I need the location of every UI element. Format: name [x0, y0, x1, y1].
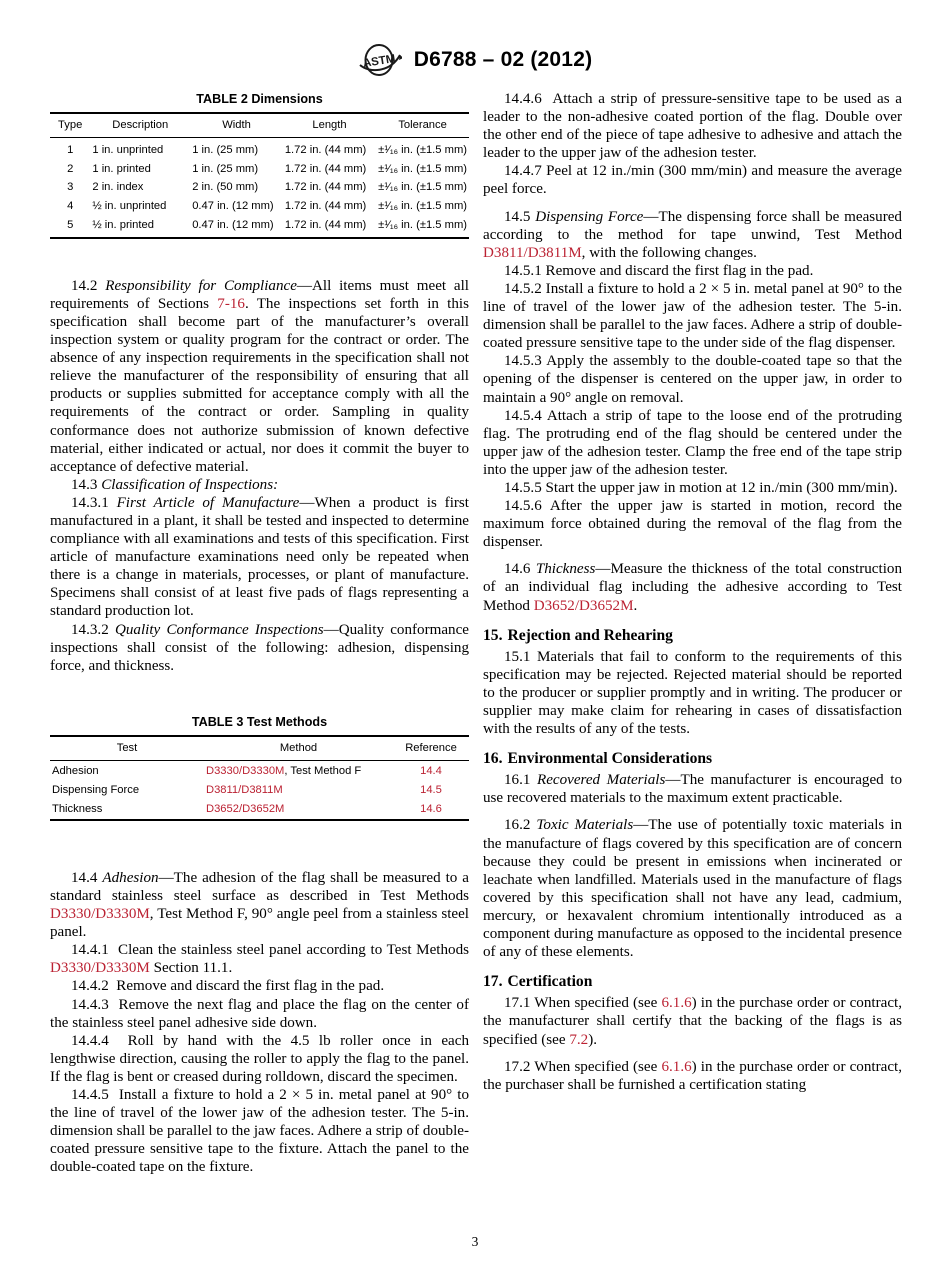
reference-link[interactable]: 14.6 [420, 803, 442, 816]
heading-16 [483, 750, 902, 768]
cell-length: 1.72 in. (44 mm) [284, 162, 367, 175]
cell-type: 3 [67, 181, 74, 194]
section-number: 14.4.4 [71, 1032, 109, 1049]
cell-reference [393, 780, 469, 799]
section-number: 14.5 [504, 208, 531, 225]
column-header-reference: Reference [393, 736, 469, 761]
column-header-type: Type [50, 113, 90, 138]
text-run: ) in the purchase order or contract, the manufacturer shall certify that the backing of the flags is as specified (see [483, 995, 902, 1048]
page-header [0, 44, 950, 76]
table-2-title: TABLE 2 Dimensions [196, 92, 323, 106]
reference-link[interactable]: 14.4 [420, 764, 442, 777]
cell-length: 1.72 in. (44 mm) [284, 200, 367, 213]
page-title: D6788 – 02 (2012) [413, 48, 593, 71]
cross-reference-link[interactable]: 7.2 [569, 1031, 589, 1048]
standard-link[interactable]: D3652/D3652M [533, 597, 634, 614]
section-number: 14.5.1 [504, 262, 542, 279]
table-row [50, 780, 469, 799]
text-run: . [633, 597, 638, 614]
text-run: —The adhesion of the flag shall be measured to a standard stainless steel surface as described in Test Methods [50, 869, 469, 904]
text-run: Materials that fail to conform to the requirements of this specification may be rejected. Rejected material should be reported to the producer or supplier promptly and in writing. The producer or supplier may make claim for rehearing in cases of dissatisfaction with the results of any of the tests. [483, 648, 902, 738]
paragraph-14-5-5 [483, 479, 902, 497]
table-row [50, 216, 469, 238]
paragraph-14-3 [50, 476, 469, 494]
paragraph-14-5-6 [483, 497, 902, 551]
cell-width: 1 in. (25 mm) [192, 143, 259, 156]
cross-reference-link[interactable]: 7-16 [217, 295, 245, 312]
paragraph-14-5 [483, 208, 902, 262]
paragraph-14-4-5 [50, 1086, 469, 1176]
table-3-container [50, 713, 469, 821]
cell-tolerance: ±¹⁄₁₆ in. (±1.5 mm) [378, 162, 467, 175]
paragraph-14-5-2 [483, 280, 902, 352]
text-run: Install a fixture to hold a 2 × 5 in. metal panel at 90° to the line of travel of the lower jaw of the adhesion tester. The 5-in. dimension shall be parallel to the jaw faces. Adhere a strip of double-coated pressure sensitive tape to the fixture. Attach the panel to the double-coated tape on the fixture. [50, 1087, 469, 1176]
svg-text:ASTM: ASTM [361, 53, 397, 70]
section-term: Toxic Materials [536, 817, 634, 834]
section-number: 14.5.5 [504, 479, 542, 496]
text-run: —Quality conformance inspections shall consist of the following: adhesion, dispensing force, and thickness. [50, 621, 469, 674]
section-number: 14.5.2 [504, 280, 542, 297]
section-number: 15.1 [504, 648, 531, 665]
cell-type: 4 [67, 200, 74, 213]
heading-text: Certification [507, 973, 593, 991]
heading-number: 17. [483, 973, 503, 991]
section-term: Quality Conformance Inspections [114, 621, 324, 638]
cell-reference [393, 800, 469, 820]
text-run: Clean the stainless steel panel according to Test Methods [118, 942, 470, 959]
paragraph-14-4-6 [483, 90, 902, 162]
section-term: Recovered Materials [536, 772, 666, 789]
table-row [50, 159, 469, 178]
standard-link[interactable]: D3811/D3811M [483, 244, 582, 261]
paragraph-16-1 [483, 771, 902, 807]
paragraph-15-1 [483, 648, 902, 738]
column-header-description: Description [90, 113, 190, 138]
section-number: 14.4.2 [71, 978, 109, 995]
cell-width: 0.47 in. (12 mm) [192, 200, 274, 213]
section-number: 14.5.4 [504, 407, 542, 424]
text-run: Section 11.1. [149, 960, 233, 977]
text-run: When specified (see [534, 1058, 662, 1075]
section-number: 14.2 [71, 277, 98, 294]
reference-link[interactable]: 14.5 [420, 783, 442, 796]
cell-method [204, 761, 393, 781]
section-number: 17.1 [504, 995, 531, 1012]
cell-type: 1 [67, 143, 74, 156]
cell-tolerance: ±¹⁄₁₆ in. (±1.5 mm) [378, 219, 467, 232]
cell-length: 1.72 in. (44 mm) [284, 181, 367, 194]
cell-width: 0.47 in. (12 mm) [192, 219, 274, 232]
table-row [50, 138, 469, 159]
right-column [483, 90, 902, 1094]
section-term: Adhesion [102, 869, 159, 886]
section-number: 14.3.1 [71, 494, 109, 511]
text-run: —Measure the thickness of the total construction of an individual flag including the adhesive according to Test Method [483, 561, 902, 614]
table-3 [50, 735, 469, 821]
section-number: 14.6 [504, 561, 531, 578]
section-number: 14.4.6 [504, 91, 542, 107]
paragraph-14-5-3 [483, 352, 902, 406]
paragraph-14-4-4 [50, 1032, 469, 1086]
table-row [50, 178, 469, 197]
table-3-title: TABLE 3 Test Methods [191, 714, 328, 729]
cell-width: 2 in. (50 mm) [192, 181, 259, 194]
paragraph-14-4-2 [50, 977, 469, 995]
heading-17 [483, 973, 902, 991]
text-run: —When a product is first manufactured in a plant, it shall be tested and inspected to determine compliance with all examinations and tests of this specification. First article of manufacture examinations need only be repeated when there is a change in materials, processes, or plant of manufacture. Specimens shall consist of at least five pads of flags representing a standard production lot. [50, 494, 469, 620]
table-row [50, 761, 469, 781]
table-header-row [50, 113, 469, 138]
paragraph-14-4-7 [483, 162, 902, 198]
left-column [50, 90, 469, 1176]
section-number: 17.2 [504, 1058, 531, 1075]
cell-test: Adhesion [52, 764, 99, 777]
cell-description: ½ in. printed [92, 219, 154, 232]
text-run: Apply the assembly to the double-coated tape so that the opening of the dispenser is centered on the upper jaw, in order to maintain a 90° angle on removal. [483, 353, 902, 406]
text-run: —All items must meet all requirements of Sections [50, 277, 469, 312]
cell-test: Dispensing Force [52, 783, 140, 796]
section-number: 14.3 [71, 476, 98, 493]
standard-link[interactable]: D3330/D3330M [50, 906, 150, 923]
cell-tolerance: ±¹⁄₁₆ in. (±1.5 mm) [378, 181, 467, 194]
paragraph-17-2 [483, 1058, 902, 1094]
section-term: Thickness [535, 561, 596, 578]
paragraph-14-4-3 [50, 996, 469, 1032]
text-run: , with the following changes. [581, 244, 757, 261]
section-term: Responsibility for Compliance [105, 277, 297, 294]
text-run: Remove and discard the first flag in the pad. [116, 978, 385, 995]
column-header-width: Width [190, 113, 283, 138]
standard-link[interactable]: D3330/D3330M [50, 960, 150, 977]
cell-length: 1.72 in. (44 mm) [284, 143, 367, 156]
heading-number: 16. [483, 750, 503, 768]
method-link[interactable]: D3811/D3811M [206, 783, 283, 796]
column-header-length: Length [283, 113, 376, 138]
column-header-method: Method [204, 736, 393, 761]
text-run: Start the upper jaw in motion at 12 in./min (300 mm/min). [545, 479, 898, 496]
text-run: Roll by hand with the 4.5 lb roller once in each lengthwise direction, causing the roller to apply the flag to the panel. If the flag is bent or creased during rolldown, discard the specimen. [50, 1032, 469, 1085]
paragraph-14-6 [483, 560, 902, 614]
paragraph-14-4-1 [50, 941, 469, 977]
text-run: ) in the purchase order or contract, the purchaser shall be furnished a certification stating [483, 1058, 902, 1093]
text-run: Attach a strip of pressure-sensitive tape to be used as a leader to the non-adhesive coated portion of the flag. Double over the other end of the piece of tape adhesive to adhesive and attach the leader to the upper jaw of the adhesion tester. [483, 91, 902, 162]
method-rest: , Test Method F [284, 764, 362, 777]
cell-width: 1 in. (25 mm) [192, 162, 259, 175]
cell-reference [393, 761, 469, 781]
table-2-container [50, 90, 469, 239]
cell-description: 1 in. unprinted [92, 143, 164, 156]
paragraph-14-3-2 [50, 621, 469, 675]
section-number: 14.4 [71, 869, 98, 886]
column-header-tolerance: Tolerance [376, 113, 469, 138]
cell-description: 1 in. printed [92, 162, 151, 175]
section-term: Dispensing Force [535, 208, 644, 225]
heading-number: 15. [483, 626, 503, 644]
section-number: 16.2 [504, 817, 531, 834]
text-run: —The manufacturer is encouraged to use recovered materials to the maximum extent practicable. [483, 772, 902, 807]
heading-text: Environmental Considerations [507, 750, 713, 768]
text-run: —The use of potentially toxic materials in the manufacture of flags covered by this specification are of concern because they could be present in emissions when incinerated or leachate when landfilled. Materials used in the manufacture of flags covered by this specification shall not have any lead, cadmium, mercury, or hexavalent chromium intentionally introduced as a component during manufacture as opposed to the incidental presence of any of these elements. [483, 817, 903, 961]
cell-tolerance: ±¹⁄₁₆ in. (±1.5 mm) [378, 143, 467, 156]
paragraph-14-2 [50, 277, 469, 476]
heading-15 [483, 627, 902, 645]
paragraph-14-4 [50, 869, 469, 941]
text-run: When specified (see [534, 995, 662, 1012]
section-number: 14.4.1 [71, 942, 109, 959]
cell-length: 1.72 in. (44 mm) [284, 219, 367, 232]
section-number: 14.4.7 [504, 163, 542, 180]
table-row [50, 800, 469, 820]
cell-method [204, 780, 393, 799]
heading-text: Rejection and Rehearing [507, 626, 673, 644]
section-number: 16.1 [504, 772, 531, 789]
text-run: Install a fixture to hold a 2 × 5 in. metal panel at 90° to the line of travel of the lower jaw of the adhesion tester. The 5-in. dimension shall be parallel to the jaw faces. Adhere a strip of double-coated pressure sensitive tape to the under side of the flag dispenser. [483, 280, 902, 352]
paragraph-16-2 [483, 816, 902, 961]
cross-reference-link[interactable]: 6.1.6 [661, 995, 692, 1012]
table-2 [50, 112, 469, 239]
cell-test: Thickness [52, 803, 103, 816]
cell-tolerance: ±¹⁄₁₆ in. (±1.5 mm) [378, 200, 467, 213]
section-number: 14.3.2 [71, 621, 109, 638]
text-run: After the upper jaw is started in motion, record the maximum force obtained during the removal of the flag from the dispenser. [483, 498, 902, 551]
cell-method [204, 800, 393, 820]
column-header-test: Test [50, 736, 204, 761]
section-number: 14.5.3 [504, 353, 542, 370]
section-number: 14.4.3 [71, 996, 109, 1013]
astm-logo-icon [358, 44, 402, 76]
table-row [50, 197, 469, 216]
text-run: Remove and discard the first flag in the pad. [545, 262, 814, 279]
text-run: Remove the next flag and place the flag on the center of the stainless steel panel adhesive side down. [50, 996, 469, 1031]
section-number: 14.5.6 [504, 498, 542, 515]
paragraph-17-1 [483, 994, 902, 1048]
paragraph-14-5-4 [483, 407, 902, 479]
text-run: Peel at 12 in./min (300 mm/min) and measure the average peel force. [483, 163, 902, 198]
text-run: Attach a strip of tape to the loose end of the protruding flag. The protruding end of the flag should be centered under the upper jaw of the adhesion tester. Clamp the free end of the tape strip into the upper jaw of the adhesion tester. [483, 407, 902, 478]
page-number: 3 [471, 1234, 479, 1249]
section-term: Classification of Inspections: [101, 476, 279, 493]
cell-description: ½ in. unprinted [92, 200, 167, 213]
cell-type: 5 [67, 219, 74, 232]
text-run: ). [588, 1031, 598, 1048]
table-header-row [50, 736, 469, 761]
method-link[interactable]: D3652/D3652M [206, 803, 285, 816]
text-run: . The inspections set forth in this specification shall become part of the manufacturer’s overall inspection system or quality program for the contract or order. The absence of any inspection requirements in the specification shall not relieve the manufacturer of the responsibility of ensuring that all products or supplies submitted for acceptance comply with all the requirements of the contract or order. Sampling in quality conformance does not authorize submission of known defective material, either indicated or actual, nor does it commit the buyer to acceptance of defective material. [50, 295, 469, 475]
method-link[interactable]: D3330/D3330M [206, 764, 285, 777]
paragraph-14-5-1 [483, 262, 902, 280]
text-run: , Test Method F, 90° angle peel from a stainless steel panel. [50, 906, 469, 941]
cell-type: 2 [67, 162, 74, 175]
section-number: 14.4.5 [71, 1087, 109, 1103]
paragraph-14-3-1 [50, 494, 469, 621]
section-term: First Article of Manufacture [116, 494, 300, 511]
cell-description: 2 in. index [92, 181, 144, 194]
cross-reference-link[interactable]: 6.1.6 [661, 1058, 692, 1075]
text-run: —The dispensing force shall be measured according to the method for tape unwind, Test Method [483, 208, 902, 243]
